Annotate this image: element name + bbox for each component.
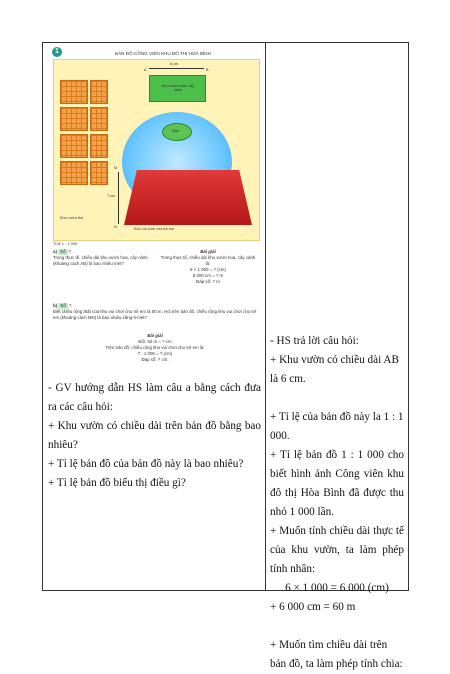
student-line: + Tỉ lệ bản đồ 1 : 1 000 cho biết hình ảnh Công viên khu đô thị Hòa Bình đã được thu nhỏ 1 000 lần. — [270, 449, 404, 518]
farm-block — [90, 161, 108, 185]
teacher-line: + Tỉ lệ bản đồ biểu thị điều gì? — [48, 477, 186, 489]
question-b: b) Số ? Biết chiều rộng thật của khu vui chơi cho trẻ em là 50 m. Hỏi trên bản đồ, chiều rộng khu vui chơi cho trẻ em (khoảng cách MN) là bao nhiêu xăng-ti-mét? — [53, 303, 257, 320]
map-scale: Tỉ lệ 1 : 1 000 — [53, 241, 78, 246]
solution-a-title: Bài giải — [200, 249, 216, 254]
park-map-figure — [50, 45, 260, 371]
farm-label: Khu vườn thú — [60, 216, 84, 220]
figure-title: BẢN ĐỒ CÔNG VIÊN KHU ĐÔ THỊ HOÀ BÌNH — [115, 51, 211, 56]
teacher-column — [43, 43, 265, 590]
teacher-activity-text — [48, 379, 261, 493]
island-label: Đảo — [172, 129, 179, 133]
solution-b-line4: Đáp số: ? cm. — [141, 357, 169, 362]
farm-block — [90, 134, 108, 158]
question-a-text: Trong thực tế, chiều dài khu vườn hoa, cây cảnh (khoảng cách AB) là bao nhiêu mét? — [53, 255, 148, 266]
student-line: + Khu vườn có chiều dài AB là 6 cm. — [270, 354, 399, 385]
exercise-number-badge: 1 — [52, 47, 62, 57]
student-line: + Muốn tính chiều dài thực tế của khu vườn, ta làm phép tính nhân: — [270, 525, 404, 575]
solution-b-title: Bài giải — [147, 333, 163, 338]
mn-measure-label: ? cm — [107, 194, 116, 198]
flower-garden-area — [149, 75, 206, 102]
question-b-text: Biết chiều rộng thật của khu vui chơi cho trẻ em là 50 m. Hỏi trên bản đồ, chiều rộng khu vui chơi cho trẻ em (khoảng cách MN) là bao nhiêu xăng-ti-mét? — [53, 309, 257, 320]
teacher-line: - GV hướng dẫn HS làm câu a bằng cách đưa ra các câu hỏi: — [48, 382, 261, 413]
farm-block — [60, 161, 88, 185]
mn-measure-line — [118, 172, 119, 224]
solution-b — [53, 333, 257, 363]
farm-block — [60, 80, 88, 104]
point-a-label: A — [144, 68, 147, 72]
park-map — [53, 59, 260, 241]
ab-measure-line — [149, 68, 204, 69]
student-column — [266, 43, 408, 670]
solution-a-line3: 6 000 cm = ? m — [192, 273, 224, 278]
island-area — [162, 123, 192, 141]
farm-block — [90, 80, 108, 104]
question-a: a) Số ? Trong thực tế, chiều dài khu vườn hoa, cây cảnh (khoảng cách AB) là bao nhiêu mét? — [53, 249, 148, 266]
blank-line — [270, 617, 404, 636]
student-line: - HS trả lời câu hỏi: — [270, 335, 359, 347]
point-b-label: B — [206, 68, 209, 72]
tag-so: Số — [60, 303, 66, 308]
point-m-label: M — [114, 166, 118, 170]
student-line: + Muốn tìm chiều dài trên bản đồ, ta làm phép tính chia: — [270, 639, 403, 670]
tag-so: Số — [60, 249, 66, 254]
playground-area — [124, 170, 252, 225]
student-line: + 6 000 cm = 60 m — [270, 601, 356, 613]
farm-block — [60, 107, 88, 131]
student-line: + Tỉ lệ của bản đồ này la 1 : 1 000. — [270, 411, 404, 442]
lesson-table — [42, 42, 409, 670]
solution-a-line1: Trong thực tế, chiều dài khu vườn hoa, cây cảnh là: — [160, 255, 256, 266]
solution-a-line4: Đáp số: ? m — [196, 279, 220, 284]
solution-a — [158, 249, 258, 285]
ab-measure-label: 6 cm — [170, 62, 179, 66]
calculation-line: 6 × 1 000 = 6 000 (cm) — [285, 582, 389, 594]
farm-block — [90, 107, 108, 131]
farm-block — [60, 134, 88, 158]
solution-a-line2: 6 × 1 000 = ? (cm) — [190, 267, 226, 272]
garden-label: Khu vườn hoa, cây cảnh — [161, 84, 195, 92]
solution-b-line2: Trên bản đồ, chiều rộng khu vui chơi cho trẻ em là: — [105, 345, 205, 350]
student-activity-text — [270, 332, 404, 674]
point-n-label: N — [114, 225, 117, 229]
playground-label: Khu vui chơi cho trẻ em — [134, 227, 175, 231]
blank-line — [270, 389, 404, 408]
solution-b-line1: Đổi: 50 m = ? cm — [138, 339, 172, 344]
solution-b-line3: ? : 1 000 = ? (cm) — [137, 351, 173, 356]
teacher-line: + Tỉ lệ bản đồ của bản đồ này là bao nhiêu? — [48, 458, 244, 470]
teacher-line: + Khu vườn có chiều dài trên bản đồ bằng bao nhiêu? — [48, 420, 261, 451]
